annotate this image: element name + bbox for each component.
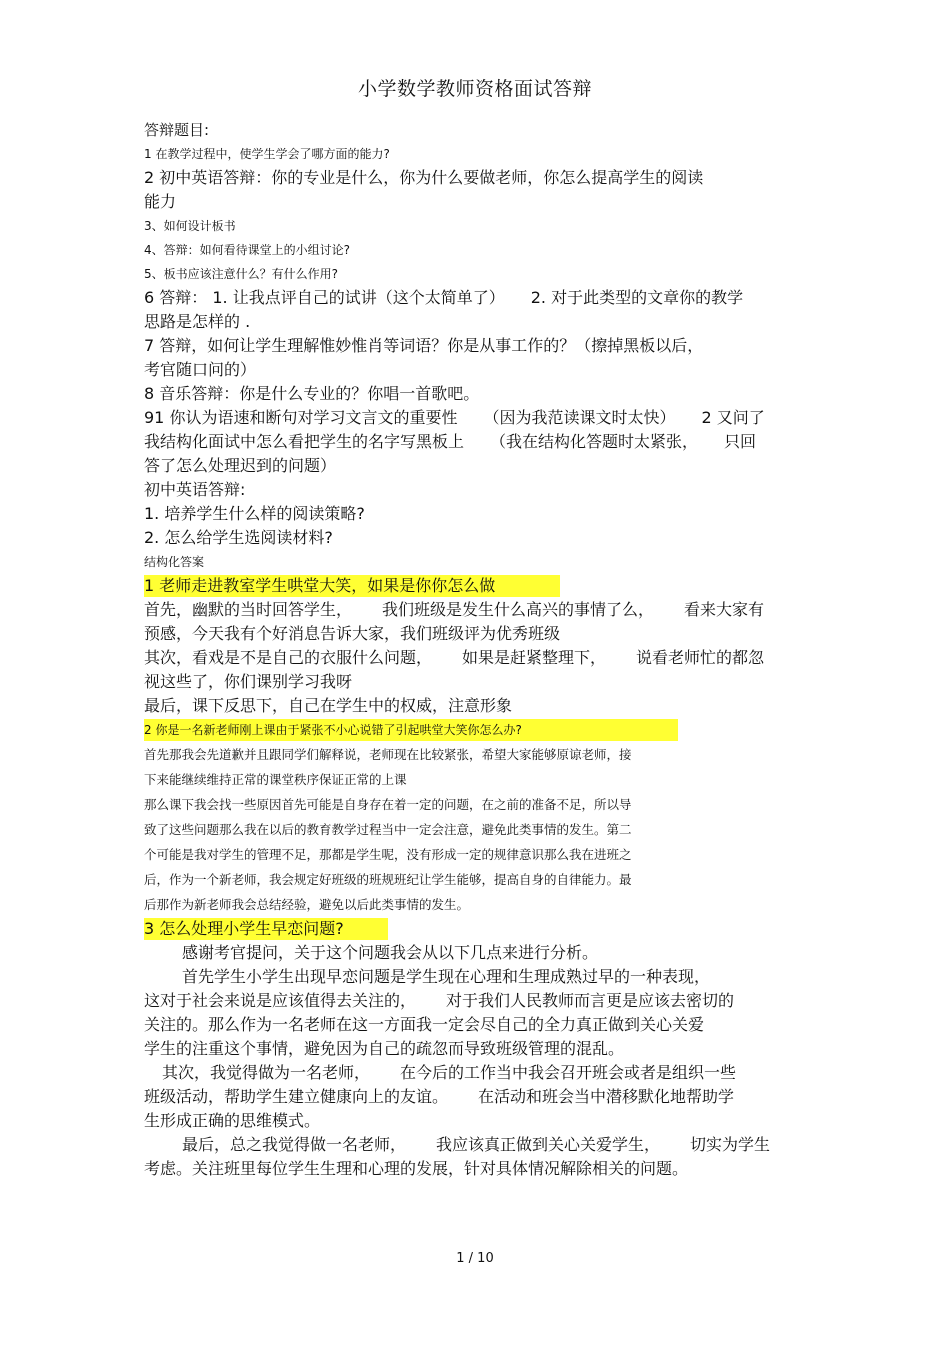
section-3-line-5: 学生的注重这个事情，避免因为自己的疏忽而导致班级管理的混乱。 bbox=[144, 1039, 625, 1058]
question-6-line-2: 思路是怎样的 . bbox=[144, 312, 251, 331]
questions-heading: 答辩题目: bbox=[144, 121, 210, 139]
section-3-title: 3 怎么处理小学生早恋问题? bbox=[144, 918, 388, 940]
page-number: 1 / 10 bbox=[456, 1251, 494, 1266]
section-2-line-5: 个可能是我对学生的管理不足，那都是学生呢，没有形成一定的规律意识那么我在进班之 bbox=[144, 847, 632, 862]
s3-l9-part-c: 切实为学生 bbox=[690, 1135, 771, 1154]
s1-p2-part-c: 说看老师忙的都忽 bbox=[636, 648, 765, 667]
section-3-line-4: 关注的。那么作为一名老师在这一方面我一定会尽自己的全力真正做到关心关爱 bbox=[144, 1015, 705, 1034]
s1-p2-part-b: 如果是赶紧整理下， bbox=[462, 648, 607, 667]
question-7-line-2: 考官随口问的） bbox=[144, 360, 257, 379]
document-body bbox=[144, 118, 809, 1181]
section-1-p1-line-1 bbox=[144, 598, 809, 622]
section-1-p2-line-1 bbox=[144, 646, 809, 670]
section-2-line-6: 后，作为一个新老师，我会规定好班级的班规班纪让学生能够，提高自身的自律能力。最 bbox=[144, 872, 632, 887]
question-9-part-c: 2 又问了 bbox=[701, 408, 765, 427]
english-item-1: 1. 培养学生什么样的阅读策略? bbox=[144, 504, 365, 523]
question-9-part-a: 91 你认为语速和断句对学习文言文的重要性 bbox=[144, 408, 458, 427]
s3-l6-part-a: 其次，我觉得做为一名老师， bbox=[162, 1063, 371, 1082]
question-4: 4、答辩：如何看待课堂上的小组讨论? bbox=[144, 243, 351, 257]
question-2-line-2: 能力 bbox=[144, 192, 177, 211]
question-3: 3、如何设计板书 bbox=[144, 219, 236, 233]
section-3-title-row bbox=[144, 917, 809, 941]
s3-l6-part-b: 在今后的工作当中我会召开班会或者是组织一些 bbox=[400, 1063, 737, 1082]
question-1: 1 在教学过程中，使学生学会了哪方面的能力? bbox=[144, 147, 390, 161]
section-2-line-1: 首先那我会先道歉并且跟同学们解释说，老师现在比较紧张，希望大家能够原谅老师，接 bbox=[144, 747, 632, 762]
s3-l3-part-b: 对于我们人民教师而言更是应该去密切的 bbox=[446, 991, 735, 1010]
s1-p2-part-a: 其次，看戏是不是自己的衣服什么问题， bbox=[144, 648, 433, 667]
english-heading: 初中英语答辩: bbox=[144, 480, 246, 499]
section-1-p2-line-2: 视这些了，你们课别学习我呀 bbox=[144, 672, 353, 691]
s3-l9-part-a: 最后，总之我觉得做一名老师， bbox=[182, 1135, 407, 1154]
question-6-line-1 bbox=[144, 286, 809, 310]
section-3-line-7 bbox=[144, 1085, 809, 1109]
section-1-title-row bbox=[144, 574, 809, 598]
section-2-title-row bbox=[144, 718, 809, 742]
question-9-part-f: 只回 bbox=[724, 432, 757, 451]
s3-l7-part-a: 班级活动，帮助学生建立健康向上的友谊。 bbox=[144, 1087, 449, 1106]
s1-p1-part-a: 首先，幽默的当时回答学生， bbox=[144, 600, 353, 619]
section-3-line-1: 感谢考官提问，关于这个问题我会从以下几点来进行分析。 bbox=[182, 943, 599, 962]
s3-l7-part-b: 在活动和班会当中潜移默化地帮助学 bbox=[478, 1087, 735, 1106]
question-7-line-1: 7 答辩，如何让学生理解惟妙惟肖等词语？你是从事工作的？（擦掉黑板以后， bbox=[144, 336, 704, 355]
section-1-title: 1 老师走进教室学生哄堂大笑，如果是你你怎么做 bbox=[144, 575, 560, 597]
question-9-part-d: 我结构化面试中怎么看把学生的名字写黑板上 bbox=[144, 432, 465, 451]
question-9-part-e: （我在结构化答题时太紧张， bbox=[490, 432, 699, 451]
question-6-part-a: 6 答辩： 1. 让我点评自己的试讲（这个太简单了） bbox=[144, 288, 505, 307]
question-9-line-1 bbox=[144, 406, 809, 430]
question-9-line-2 bbox=[144, 430, 809, 454]
section-2-line-7: 后那作为新老师我会总结经验，避免以后此类事情的发生。 bbox=[144, 897, 470, 912]
s3-l3-part-a: 这对于社会来说是应该值得去关注的， bbox=[144, 991, 417, 1010]
question-5: 5、板书应该注意什么？有什么作用? bbox=[144, 267, 339, 281]
section-3-line-9 bbox=[144, 1133, 809, 1157]
section-2-line-3: 那么课下我会找一些原因首先可能是自身存在着一定的问题，在之前的准备不足，所以导 bbox=[144, 797, 632, 812]
section-1-p3: 最后，课下反思下，自己在学生中的权威，注意形象 bbox=[144, 696, 513, 715]
question-2-line-1: 2 初中英语答辩：你的专业是什么，你为什么要做老师，你怎么提高学生的阅读 bbox=[144, 168, 704, 187]
section-2-line-2: 下来能继续维持正常的课堂秩序保证正常的上课 bbox=[144, 772, 407, 787]
section-3-line-8: 生形成正确的思维模式。 bbox=[144, 1111, 321, 1130]
section-2-title: 2 你是一名新老师刚上课由于紧张不小心说错了引起哄堂大笑你怎么办? bbox=[144, 719, 678, 741]
structured-heading: 结构化答案 bbox=[144, 555, 205, 569]
s3-l9-part-b: 我应该真正做到关心关爱学生， bbox=[436, 1135, 661, 1154]
section-3-line-3 bbox=[144, 989, 809, 1013]
question-9-part-b: （因为我范读课文时太快） bbox=[483, 408, 676, 427]
s1-p1-part-b: 我们班级是发生什么高兴的事情了么， bbox=[382, 600, 655, 619]
section-2-line-4: 致了这些问题那么我在以后的教育教学过程当中一定会注意，避免此类事情的发生。第二 bbox=[144, 822, 632, 837]
s1-p1-part-c: 看来大家有 bbox=[684, 600, 765, 619]
question-9-line-3: 答了怎么处理迟到的问题） bbox=[144, 456, 337, 475]
document-title: 小学数学教师资格面试答辩 bbox=[357, 78, 592, 100]
section-3-line-10: 考虑。关注班里每位学生生理和心理的发展，针对具体情况解除相关的问题。 bbox=[144, 1159, 689, 1178]
section-1-p1-line-2: 预感，今天我有个好消息告诉大家，我们班级评为优秀班级 bbox=[144, 624, 561, 643]
section-3-line-6 bbox=[144, 1061, 809, 1085]
section-3-line-2: 首先学生小学生出现早恋问题是学生现在心理和生理成熟过早的一种表现， bbox=[182, 967, 711, 986]
question-8: 8 音乐答辩：你是什么专业的？你唱一首歌吧。 bbox=[144, 384, 480, 403]
question-6-part-b: 2. 对于此类型的文章你的教学 bbox=[530, 288, 744, 307]
english-item-2: 2. 怎么给学生选阅读材料? bbox=[144, 528, 333, 547]
